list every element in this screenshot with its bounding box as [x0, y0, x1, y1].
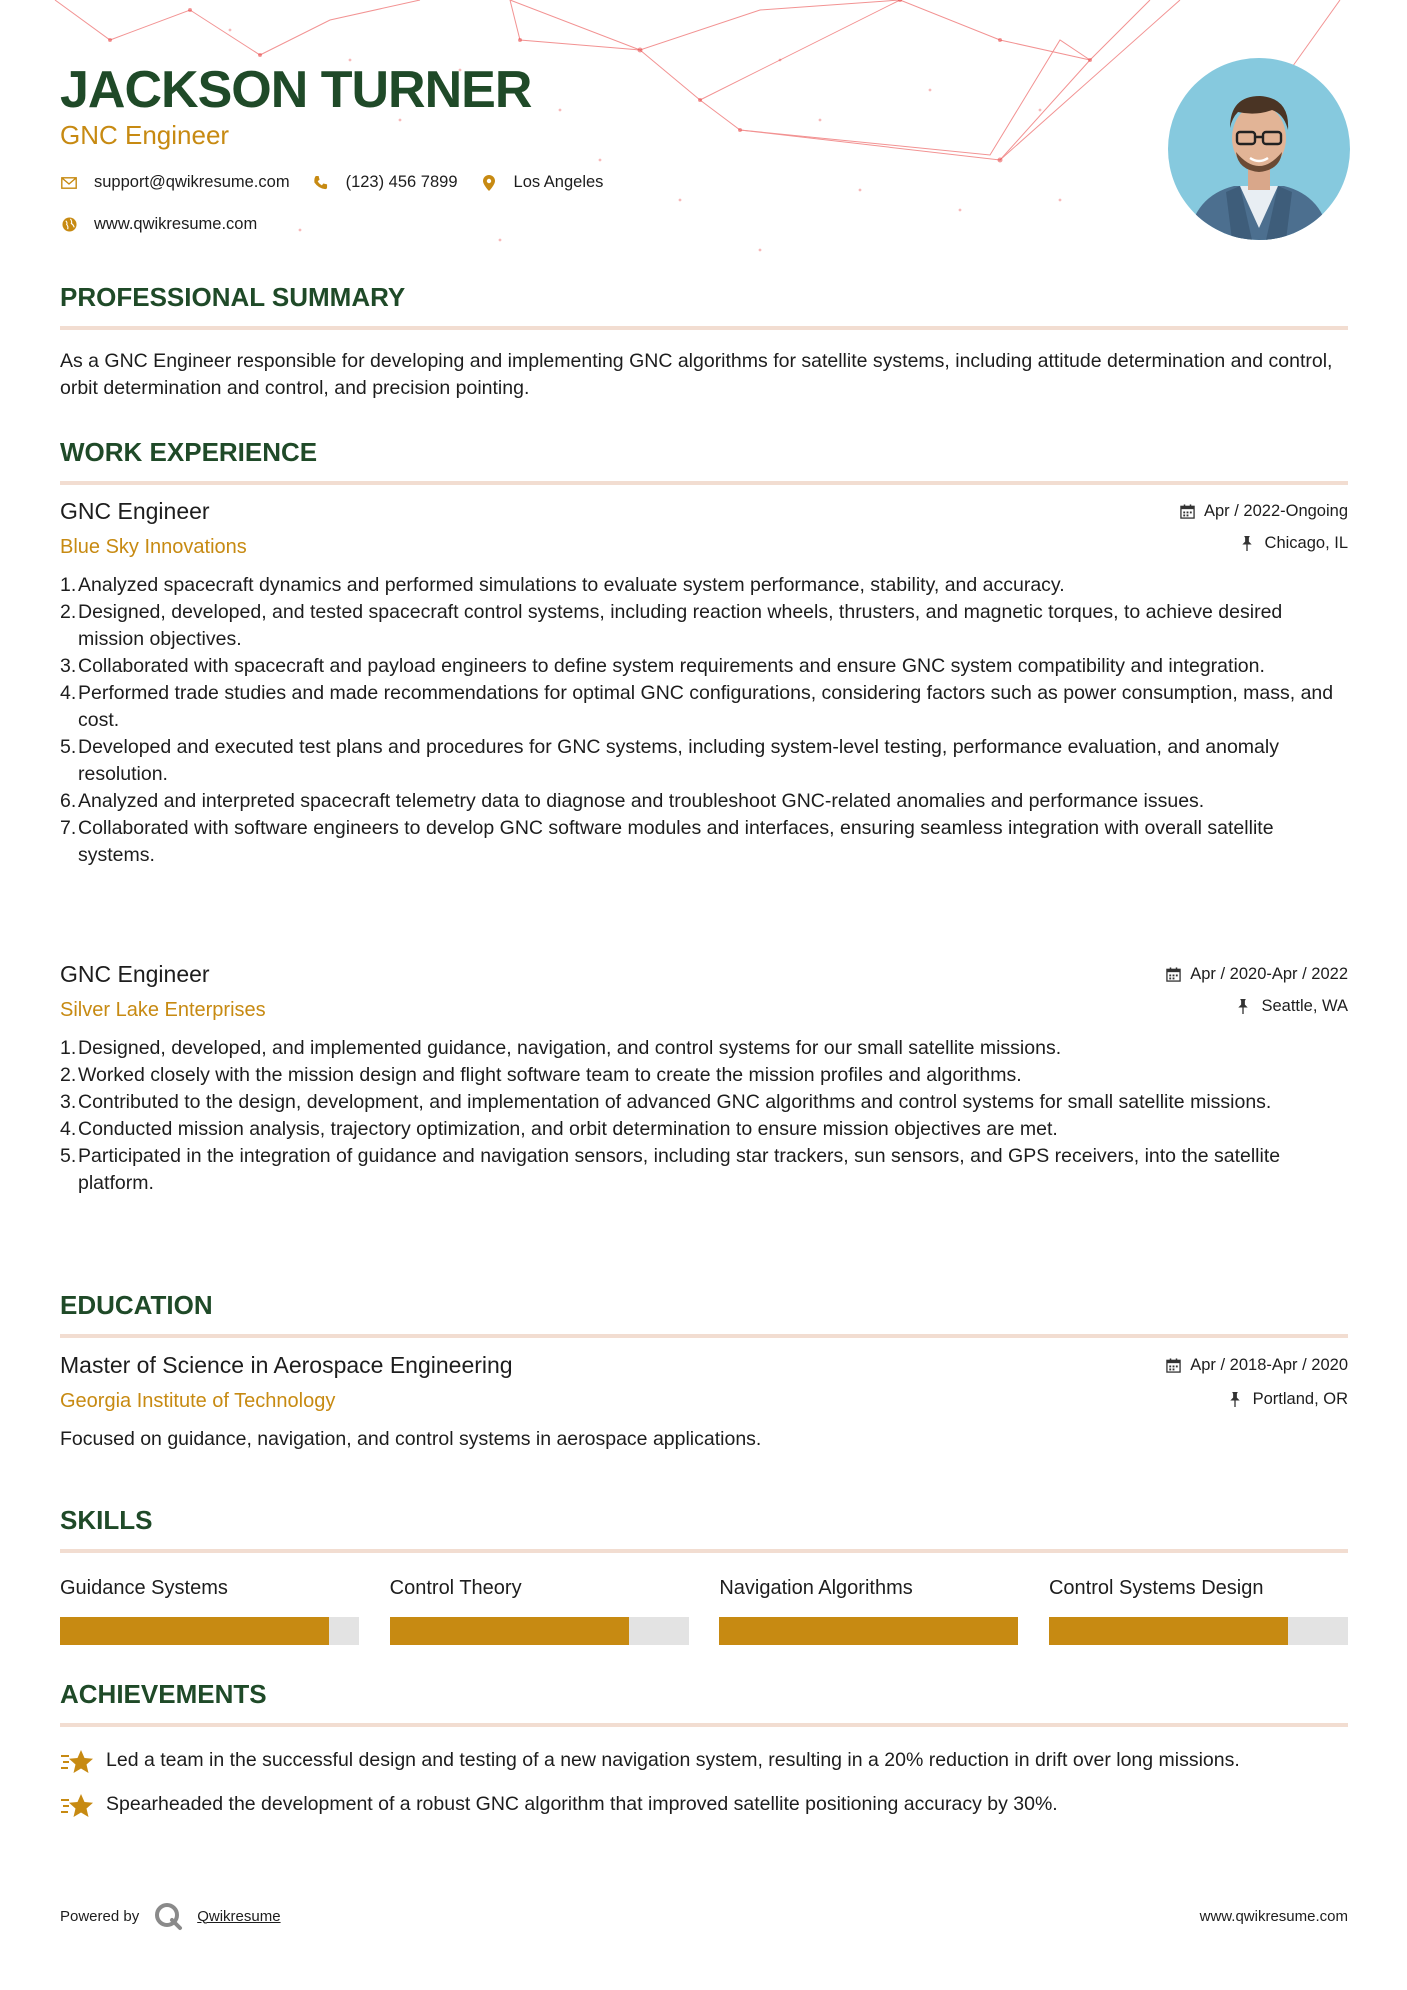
pushpin-icon	[1229, 1392, 1245, 1408]
calendar-icon	[1166, 1358, 1182, 1374]
skill-bar	[1049, 1617, 1348, 1645]
job-location-text: Chicago, IL	[1264, 534, 1348, 552]
summary-text: As a GNC Engineer responsible for developing and implementing GNC algorithms for satellite systems, including attitude determination and control, orbit determination and control, and precision pointing.	[60, 350, 1333, 399]
job-date-text: Apr / 2020-Apr / 2022	[1190, 965, 1348, 983]
list-item: 4. Performed trade studies and made recommendations for optimal GNC configurations, considering factors such as power consumption, mass, and cost.	[60, 682, 1334, 731]
skill-bar	[390, 1617, 689, 1645]
map-pin-icon	[480, 174, 498, 192]
list-item: 5. Participated in the integration of guidance and navigation sensors, including star trackers, sun sensors, and GPS receivers, into the satellite platform.	[60, 1145, 1281, 1194]
page-footer	[60, 1896, 1348, 1936]
job-entry	[60, 498, 1348, 869]
star-icon	[60, 1747, 94, 1777]
education-location	[1229, 1390, 1348, 1409]
job-entry	[60, 961, 1348, 1197]
footer-url[interactable]: www.qwikresume.com	[1199, 1907, 1348, 1925]
contact-email[interactable]	[60, 173, 290, 192]
skill-name: Navigation Algorithms	[719, 1577, 913, 1599]
section-divider	[60, 326, 1348, 330]
globe-icon	[60, 216, 78, 234]
skills-section	[60, 1503, 1348, 1645]
job-date	[1180, 502, 1348, 521]
envelope-icon	[60, 174, 78, 192]
star-icon	[60, 1791, 94, 1821]
section-divider	[60, 1549, 1348, 1553]
section-divider	[60, 481, 1348, 485]
education-entry	[60, 1352, 1348, 1453]
list-item: 2. Worked closely with the mission design and flight software team to create the mission profiles and algorithms.	[60, 1064, 1022, 1086]
contact-row-website	[60, 215, 279, 234]
achievement-text: Spearheaded the development of a robust GNC algorithm that improved satellite positioning accuracy by 30%.	[106, 1793, 1058, 1815]
contact-row	[60, 173, 625, 192]
calendar-icon	[1180, 504, 1196, 520]
job-company: Silver Lake Enterprises	[60, 999, 266, 1021]
phone-text: (123) 456 7899	[345, 173, 458, 191]
list-item: 6. Analyzed and interpreted spacecraft telemetry data to diagnose and troubleshoot GNC-related anomalies and performance issues.	[60, 790, 1205, 812]
list-item: 2. Designed, developed, and tested spacecraft control systems, including reaction wheels, thrusters, and magnetic torques, to achieve desired mission objectives.	[60, 601, 1283, 650]
list-item: 3. Collaborated with spacecraft and payload engineers to define system requirements and ensure GNC system compatibility and integration.	[60, 655, 1265, 677]
list-item: 7. Collaborated with software engineers to develop GNC software modules and interfaces, ensuring seamless integration with overall satellite systems.	[60, 817, 1274, 866]
candidate-name: JACKSON TURNER	[60, 61, 532, 119]
skill-bar-fill	[1049, 1617, 1288, 1645]
education-location-text: Portland, OR	[1252, 1390, 1348, 1408]
job-location	[1241, 534, 1348, 553]
contact-location	[480, 173, 604, 192]
experience-section	[60, 435, 1348, 485]
skill-bar-fill	[719, 1617, 1018, 1645]
education-date	[1166, 1356, 1348, 1375]
achievements-section	[60, 1677, 1348, 1821]
qwikresume-logo-icon	[153, 1901, 183, 1931]
skill-item	[1049, 1573, 1348, 1645]
powered-by-label: Powered by	[60, 1907, 140, 1925]
pushpin-icon	[1241, 536, 1257, 552]
summary-heading: PROFESSIONAL SUMMARY	[60, 282, 406, 312]
candidate-title: GNC Engineer	[60, 120, 230, 150]
job-location	[1237, 997, 1348, 1016]
contact-phone[interactable]	[312, 173, 458, 192]
achievement-item	[60, 1747, 1348, 1777]
skills-heading: SKILLS	[60, 1505, 153, 1535]
skill-name: Guidance Systems	[60, 1577, 228, 1599]
education-description: Focused on guidance, navigation, and control systems in aerospace applications.	[60, 1428, 762, 1450]
list-item: 1. Designed, developed, and implemented guidance, navigation, and control systems for our small satellite missions.	[60, 1037, 1062, 1059]
education-section	[60, 1288, 1348, 1338]
job-title: GNC Engineer	[60, 498, 210, 524]
job-bullets	[60, 1035, 1348, 1197]
pushpin-icon	[1237, 999, 1253, 1015]
list-item: 4. Conducted mission analysis, trajectory optimization, and orbit determination to ensure mission objectives are met.	[60, 1118, 1058, 1140]
experience-heading: WORK EXPERIENCE	[60, 437, 318, 467]
summary-section	[60, 280, 1348, 402]
list-item: 5. Developed and executed test plans and procedures for GNC systems, including system-level testing, performance evaluation, and anomaly resolution.	[60, 736, 1279, 785]
skill-bar	[719, 1617, 1018, 1645]
skill-item	[60, 1573, 359, 1645]
section-divider	[60, 1723, 1348, 1727]
job-date	[1166, 965, 1348, 984]
phone-icon	[312, 174, 330, 192]
calendar-icon	[1166, 967, 1182, 983]
school-name: Georgia Institute of Technology	[60, 1390, 336, 1412]
list-item: 3. Contributed to the design, development, and implementation of advanced GNC algorithms and control systems for small satellite missions.	[60, 1091, 1272, 1113]
list-item: 1. Analyzed spacecraft dynamics and performed simulations to evaluate system performance, stability, and accuracy.	[60, 574, 1065, 596]
location-text: Los Angeles	[513, 173, 604, 191]
contact-website[interactable]	[60, 215, 257, 234]
job-company: Blue Sky Innovations	[60, 536, 247, 558]
achievements-heading: ACHIEVEMENTS	[60, 1679, 267, 1709]
section-divider	[60, 1334, 1348, 1338]
education-date-text: Apr / 2018-Apr / 2020	[1190, 1356, 1348, 1374]
job-bullets	[60, 572, 1348, 869]
skill-item	[390, 1573, 689, 1645]
skill-bar-fill	[390, 1617, 629, 1645]
skill-bar-fill	[60, 1617, 329, 1645]
achievement-item	[60, 1791, 1348, 1821]
qwikresume-link[interactable]: Qwikresume	[197, 1907, 281, 1925]
degree-title: Master of Science in Aerospace Engineering	[60, 1352, 513, 1378]
skill-name: Control Systems Design	[1048, 1577, 1264, 1599]
skill-name: Control Theory	[389, 1577, 522, 1599]
email-text: support@qwikresume.com	[94, 173, 290, 191]
achievement-text: Led a team in the successful design and testing of a new navigation system, resulting in a 20% reduction in drift over long missions.	[106, 1749, 1240, 1771]
job-location-text: Seattle, WA	[1261, 997, 1348, 1015]
education-heading: EDUCATION	[60, 1290, 213, 1320]
skill-bar	[60, 1617, 359, 1645]
job-title: GNC Engineer	[60, 961, 210, 987]
profile-photo	[1168, 58, 1350, 240]
skills-grid	[60, 1573, 1348, 1645]
skill-item	[719, 1573, 1018, 1645]
website-text: www.qwikresume.com	[94, 215, 258, 233]
job-date-text: Apr / 2022-Ongoing	[1203, 502, 1348, 520]
